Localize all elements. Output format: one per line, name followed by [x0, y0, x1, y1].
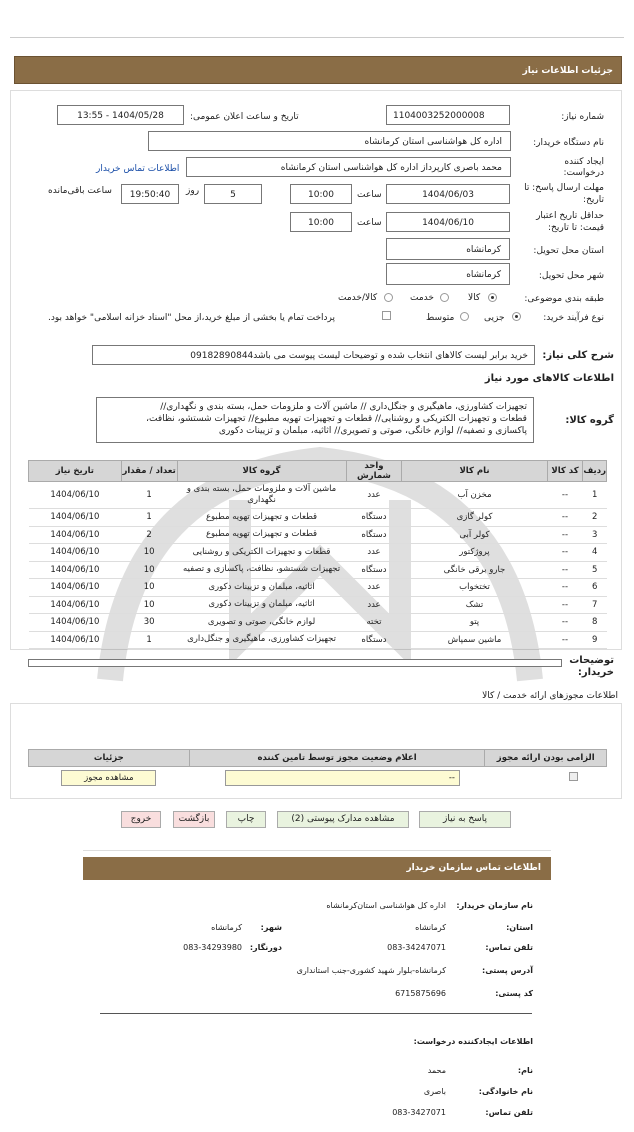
payment-checkbox[interactable]	[382, 311, 391, 320]
item-qty: 10	[121, 579, 177, 597]
item-qty: 2	[121, 526, 177, 544]
item-group: لوازم خانگی، صوتی و تصویری	[177, 614, 346, 632]
days-field: 5	[204, 184, 262, 204]
item-code: --	[547, 631, 583, 649]
category-radio-service[interactable]	[440, 293, 449, 302]
table-row	[29, 596, 607, 614]
city-field: کرمانشاه	[386, 263, 510, 285]
table-row	[29, 561, 607, 579]
contact-section-title: اطلاعات تماس سازمان خریدار	[83, 857, 551, 880]
item-unit: دستگاه	[346, 561, 402, 579]
item-name: تشک	[402, 596, 547, 614]
item-unit: دستگاه	[346, 526, 402, 544]
view-permit-button[interactable]: مشاهده مجوز	[61, 770, 156, 786]
goods-group-line-3: پاکسازی و تصفیه// لوازم خانگی، صوتی و تصویری// اثاثیه، مبلمان و تزیینات دکوری	[218, 426, 527, 436]
attachments-button[interactable]: مشاهده مدارک پیوستی (2)	[277, 811, 409, 828]
back-button[interactable]: بازگشت	[173, 811, 215, 828]
permits-details-cell	[29, 767, 190, 789]
item-unit: تخته	[346, 614, 402, 632]
permits-header	[29, 750, 607, 767]
deadline-label-2: تاریخ:	[583, 195, 604, 205]
permits-col-status: اعلام وضعیت مجوز توسط تامین کننده	[189, 750, 485, 767]
category-option-goods: کالا	[468, 293, 481, 303]
row-number: 2	[583, 509, 607, 527]
items-table	[28, 460, 607, 649]
item-code: --	[547, 579, 583, 597]
category-label: طبقه بندی موضوعی:	[524, 294, 604, 304]
col-qty: تعداد / مقدار	[121, 461, 177, 482]
validity-label: حداقل تاریخ اعتبار	[536, 211, 604, 221]
item-name: مخزن آب	[402, 482, 547, 509]
col-unit: واحد شمارش	[346, 461, 402, 482]
contact-phone-value: 083-34247071	[387, 943, 446, 952]
contact-city-label: شهر:	[260, 923, 282, 932]
item-date: 1404/06/10	[29, 561, 122, 579]
validity-date-field: 1404/06/10	[386, 212, 510, 232]
item-name: جارو برقی خانگی	[402, 561, 547, 579]
item-date: 1404/06/10	[29, 526, 122, 544]
deadline-date-field: 1404/06/03	[386, 184, 510, 204]
exit-button[interactable]: خروج	[121, 811, 161, 828]
deadline-time-field: 10:00	[290, 184, 352, 204]
creator-family-label: نام خانوادگی:	[478, 1087, 533, 1096]
permit-required-checkbox	[569, 772, 578, 781]
col-group: گروه کالا	[177, 461, 346, 482]
validity-time-label: ساعت	[357, 218, 382, 228]
item-date: 1404/06/10	[29, 631, 122, 649]
validity-label-2: قیمت: تا تاریخ:	[548, 223, 604, 233]
item-unit: عدد	[346, 544, 402, 562]
col-name: نام کالا	[402, 461, 547, 482]
col-code: کد کالا	[547, 461, 583, 482]
item-date: 1404/06/10	[29, 544, 122, 562]
buyer-org-field: اداره کل هواشناسی استان کرمانشاه	[148, 131, 511, 151]
item-group: اثاثیه، مبلمان و تزیینات دکوری	[177, 596, 346, 614]
goods-group-label: گروه کالا:	[565, 415, 614, 426]
contact-address-label: آدرس پستی:	[482, 966, 533, 975]
item-group: اثاثیه، مبلمان و تزیینات دکوری	[177, 579, 346, 597]
validity-time-field: 10:00	[290, 212, 352, 232]
contact-province-value: کرمانشاه	[415, 923, 446, 932]
table-row	[29, 482, 607, 509]
print-button[interactable]: چاپ	[226, 811, 266, 828]
item-qty: 10	[121, 561, 177, 579]
item-code: --	[547, 482, 583, 509]
buyer-notes-label: توضیحات	[569, 655, 614, 666]
row-number: 9	[583, 631, 607, 649]
table-row	[29, 631, 607, 649]
creator-family-value: باصری	[423, 1087, 446, 1096]
creator-name-label: نام:	[517, 1066, 533, 1075]
remaining-label: ساعت باقی‌مانده	[48, 186, 112, 196]
item-name: کولر گازی	[402, 509, 547, 527]
item-unit: عدد	[346, 579, 402, 597]
table-row	[29, 509, 607, 527]
row-number: 5	[583, 561, 607, 579]
item-code: --	[547, 596, 583, 614]
contact-fax-value: 083-34293980	[183, 943, 242, 952]
item-date: 1404/06/10	[29, 596, 122, 614]
item-code: --	[547, 614, 583, 632]
buyer-notes-label-2: خریدار:	[577, 667, 614, 678]
contact-info-link[interactable]: اطلاعات تماس خریدار	[96, 164, 180, 174]
item-name: کولر آبی	[402, 526, 547, 544]
requester-label-2: درخواست:	[563, 168, 604, 178]
process-radio-medium[interactable]	[460, 312, 469, 321]
need-number-field: 1104003252000008	[386, 105, 510, 125]
item-code: --	[547, 561, 583, 579]
contact-city-value: کرمانشاه	[211, 923, 242, 932]
contact-divider	[83, 850, 551, 851]
row-number: 3	[583, 526, 607, 544]
item-date: 1404/06/10	[29, 579, 122, 597]
goods-group-line-1: تجهیزات کشاورزی، ماهیگیری و جنگل‌داری // ماشین آلات و ملزومات حمل، بسته بندی و نگهداری//	[160, 402, 527, 412]
row-number: 6	[583, 579, 607, 597]
requester-field: محمد باصری کارپرداز اداره کل هواشناسی استان کرمانشاه	[186, 157, 511, 177]
item-group: قطعات و تجهیزات تهویه مطبوع	[177, 509, 346, 527]
item-qty: 1	[121, 631, 177, 649]
announce-field: 1404/05/28 - 13:55	[57, 105, 184, 125]
province-field: کرمانشاه	[386, 238, 510, 260]
province-label: استان محل تحویل:	[533, 246, 604, 256]
process-radio-minor[interactable]	[512, 312, 521, 321]
top-divider	[10, 37, 624, 38]
table-row	[29, 579, 607, 597]
item-date: 1404/06/10	[29, 614, 122, 632]
buyer-org-label: نام دستگاه خریدار:	[533, 138, 604, 148]
requester-label: ایجاد کننده	[564, 157, 604, 167]
row-number: 7	[583, 596, 607, 614]
buyer-notes-field	[28, 659, 562, 667]
reply-button[interactable]: پاسخ به نیاز	[419, 811, 511, 828]
item-group: قطعات و تجهیزات تهویه مطبوع	[177, 526, 346, 544]
item-name: ماشین سمپاش	[402, 631, 547, 649]
contact-postal-label: کد پستی:	[495, 989, 533, 998]
items-table-header	[29, 461, 607, 482]
contact-address-value: کرمانشاه-بلوار شهید کشوری-جنب استانداری	[296, 966, 446, 975]
contact-fax-label: دورنگار:	[249, 943, 282, 952]
permits-row	[29, 767, 607, 789]
item-unit: دستگاه	[346, 631, 402, 649]
contact-org-label: نام سازمان خریدار:	[456, 901, 533, 910]
permits-required-cell	[485, 767, 607, 789]
contact-postal-value: 6715875696	[395, 989, 446, 998]
item-qty: 1	[121, 509, 177, 527]
table-row	[29, 544, 607, 562]
item-group: تجهیزات شستشو، نظافت، پاکسازی و تصفیه	[177, 561, 346, 579]
process-option-medium: متوسط	[426, 313, 455, 323]
process-option-minor: جزیی	[484, 313, 505, 323]
item-name: پروژکتور	[402, 544, 547, 562]
item-code: --	[547, 526, 583, 544]
row-number: 8	[583, 614, 607, 632]
goods-info-title: اطلاعات کالاهای مورد نیاز	[484, 373, 614, 384]
need-number-label: شماره نیاز:	[561, 112, 604, 122]
item-group: ماشین آلات و ملزومات حمل، بسته بندی و نگهداری	[177, 482, 346, 509]
table-row	[29, 614, 607, 632]
permits-status-cell	[189, 767, 485, 789]
payment-text: پرداخت تمام یا بخشی از مبلغ خرید،از محل "اسناد خزانه اسلامی" خواهد بود.	[48, 313, 336, 323]
row-number: 1	[583, 482, 607, 509]
category-option-both: کالا/خدمت	[338, 293, 378, 303]
item-qty: 10	[121, 596, 177, 614]
item-unit: عدد	[346, 482, 402, 509]
item-date: 1404/06/10	[29, 482, 122, 509]
remaining-time-field: 19:50:40	[121, 184, 179, 204]
announce-label: تاریخ و ساعت اعلان عمومی:	[190, 112, 299, 122]
creator-name-value: محمد	[427, 1066, 446, 1075]
item-code: --	[547, 544, 583, 562]
goods-group-line-2: قطعات و تجهیزات الکتریکی و روشنایی// قطعات و تجهیزات تهویه مطبوع// تجهیزات شستشو، نظافت،	[146, 414, 527, 424]
item-date: 1404/06/10	[29, 509, 122, 527]
item-qty: 30	[121, 614, 177, 632]
table-row	[29, 526, 607, 544]
permit-status-field[interactable]: --	[225, 770, 460, 786]
item-group: تجهیزات کشاورزی، ماهیگیری و جنگل‌داری	[177, 631, 346, 649]
item-qty: 10	[121, 544, 177, 562]
permits-col-details: جزئیات	[29, 750, 190, 767]
item-unit: عدد	[346, 596, 402, 614]
contact-province-label: استان:	[506, 923, 533, 932]
contact-org-value: اداره کل هواشناسی استان‌کرمانشاه	[326, 901, 446, 910]
permits-col-required: الزامی بودن ارائه مجوز	[485, 750, 607, 767]
creator-phone-label: تلفن تماس:	[485, 1108, 533, 1117]
category-option-service: خدمت	[410, 293, 434, 303]
col-row: ردیف	[583, 461, 607, 482]
permits-table	[28, 749, 607, 789]
creator-phone-value: 083-3427071	[392, 1108, 446, 1117]
item-qty: 1	[121, 482, 177, 509]
process-label: نوع فرآیند خرید:	[543, 313, 604, 323]
contact-separator	[100, 1013, 532, 1014]
city-label: شهر محل تحویل:	[538, 271, 604, 281]
item-name: پتو	[402, 614, 547, 632]
contact-phone-label: تلفن تماس:	[485, 943, 533, 952]
item-unit: دستگاه	[346, 509, 402, 527]
row-number: 4	[583, 544, 607, 562]
summary-label: شرح کلی نیاز:	[542, 350, 614, 361]
item-name: تختخواب	[402, 579, 547, 597]
col-date: تاریخ نیاز	[29, 461, 122, 482]
days-label: روز	[186, 186, 200, 196]
category-radio-both[interactable]	[384, 293, 393, 302]
category-radio-goods[interactable]	[488, 293, 497, 302]
summary-field: خرید برابر لیست کالاهای انتخاب شده و توضیحات لیست پیوست می باشد09182890844	[92, 345, 535, 365]
goods-group-field	[96, 397, 534, 443]
item-group: قطعات و تجهیزات الکتریکی و روشنایی	[177, 544, 346, 562]
page-header: جزئیات اطلاعات نیاز	[14, 56, 622, 84]
creator-title: اطلاعات ایجادکننده درخواست:	[413, 1037, 533, 1046]
deadline-time-label: ساعت	[357, 190, 382, 200]
deadline-label: مهلت ارسال پاسخ: تا	[524, 183, 604, 193]
item-code: --	[547, 509, 583, 527]
permits-title: اطلاعات مجوزهای ارائه خدمت / کالا	[482, 691, 618, 701]
